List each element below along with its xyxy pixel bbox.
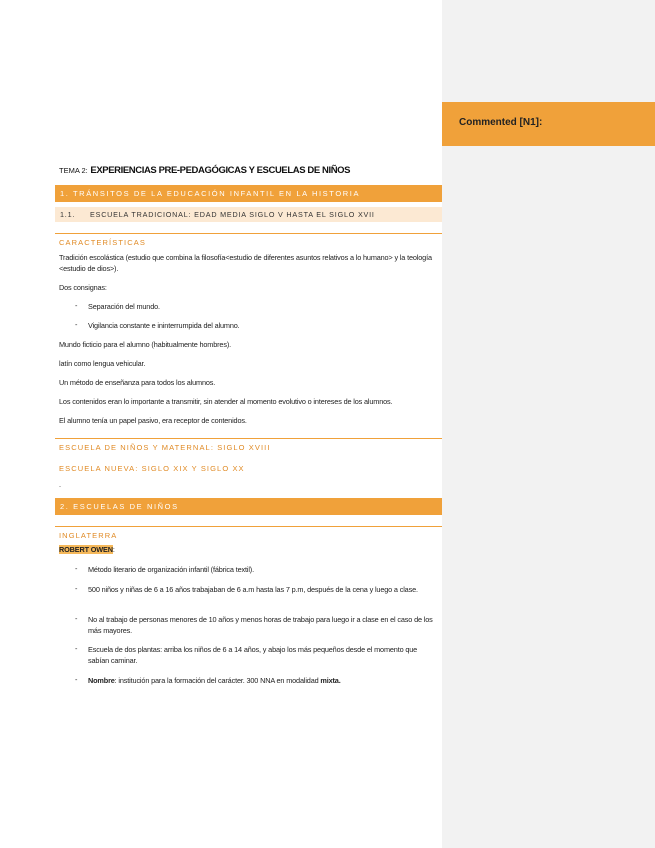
mixta-label: mixta. <box>320 676 341 685</box>
divider <box>55 526 442 527</box>
paragraph: Dos consignas: <box>59 283 107 292</box>
bullet-dash: - <box>75 614 78 623</box>
divider <box>55 233 442 234</box>
nombre-label: Nombre <box>88 676 115 685</box>
bullet-dash: - <box>75 584 78 593</box>
title-prefix: TEMA 2: <box>59 166 88 175</box>
section-1-1-number: 1.1. <box>60 210 76 219</box>
owen-label <box>59 544 442 555</box>
bullet-dash: - <box>75 564 78 573</box>
paragraph: Los contenidos eran lo importante a transmitir, sin atender al momento evolutivo o intereses de los alumnos. <box>59 397 393 406</box>
title-main: EXPERIENCIAS PRE-PEDAGÓGICAS Y ESCUELAS DE NIÑOS <box>90 165 351 176</box>
inglaterra-heading: INGLATERRA <box>59 531 118 540</box>
owen-colon: : <box>112 545 115 554</box>
list-item: No al trabajo de personas menores de 10 años y menos horas de trabajo para luego ir a clase en el caso de los más mayores. <box>88 615 433 635</box>
bullet-dash: - <box>75 320 78 329</box>
caracteristicas-heading: CARACTERÍSTICAS <box>59 238 146 247</box>
section-1-heading: 1. TRÁNSITOS DE LA EDUCACIÓN INFANTIL EN LA HISTORIA <box>55 185 442 202</box>
escuela-nueva-heading: ESCUELA NUEVA: SIGLO XIX Y SIGLO XX <box>59 464 245 473</box>
escuela-ninos-maternal-heading: ESCUELA DE NIÑOS Y MATERNAL: SIGLO XVIII <box>59 443 271 452</box>
owen-name: ROBERT OWEN <box>59 545 113 554</box>
section-1-1-heading <box>55 207 442 222</box>
divider <box>55 438 442 439</box>
paragraph: El alumno tenía un papel pasivo, era receptor de contenidos. <box>59 416 247 425</box>
bullet-dash: - <box>75 301 78 310</box>
paragraph: Tradición escolástica (estudio que combina la filosofía<estudio de diferentes asuntos relativos a lo humano> y la teología <estudio de dios>). <box>59 253 432 273</box>
stray-dot: . <box>59 480 61 489</box>
list-item <box>88 675 438 686</box>
list-item: Escuela de dos plantas: arriba los niños de 6 a 14 años, y abajo los más pequeños desde el momento que sabían caminar. <box>88 645 418 665</box>
nombre-text: : institución para la formación del carácter. 300 NNA en modalidad <box>114 676 321 685</box>
list-item: Vigilancia constante e ininterrumpida del alumno. <box>88 321 240 330</box>
bullet-dash: - <box>75 675 78 684</box>
document-title <box>59 165 350 176</box>
list-item: Método literario de organización infantil (fábrica textil). <box>88 565 254 574</box>
paragraph: latín como lengua vehicular. <box>59 359 146 368</box>
paragraph: Mundo ficticio para el alumno (habitualmente hombres). <box>59 340 231 349</box>
paragraph: Un método de enseñanza para todos los alumnos. <box>59 378 216 387</box>
list-item: 500 niños y niñas de 6 a 16 años trabajaban de 6 a.m hasta las 7 p.m, después de la cena y luego a clase. <box>88 585 418 594</box>
comment-title: Commented [N1]: <box>459 117 543 128</box>
list-item: Separación del mundo. <box>88 302 160 311</box>
section-2-heading: 2. ESCUELAS DE NIÑOS <box>55 498 442 515</box>
section-1-1-label: ESCUELA TRADICIONAL: EDAD MEDIA SIGLO V HASTA EL SIGLO XVII <box>90 210 375 219</box>
bullet-dash: - <box>75 644 78 653</box>
